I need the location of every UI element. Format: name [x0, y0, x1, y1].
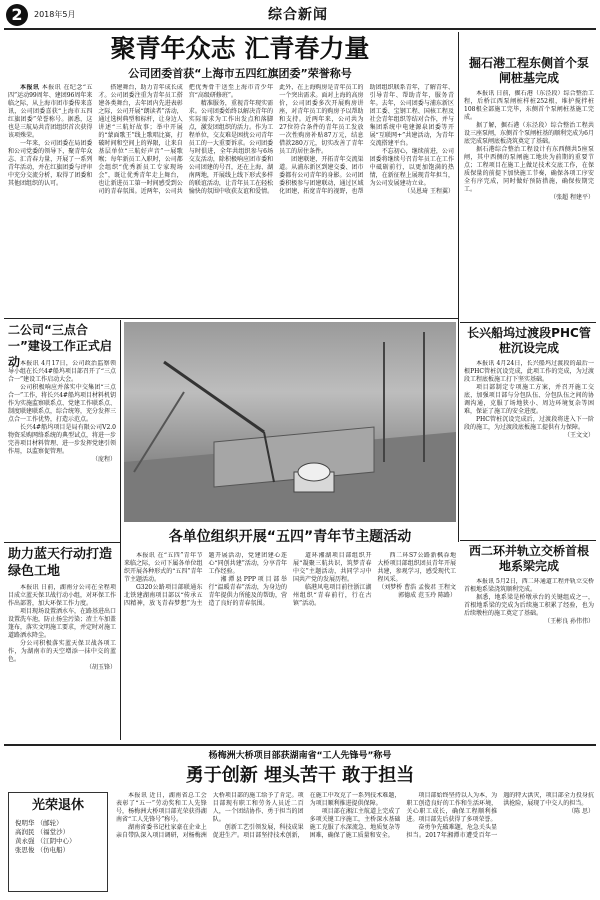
retiree-4 [15, 846, 101, 855]
left2-signature: （庞程） [91, 456, 116, 463]
retiree-name: 高润民 [15, 828, 35, 836]
bottom-para-5: 项目部始终坚持以人为本，为职工创造良好的工作和生活环境，关心职工成长，确保工程顺利推进。项目部先后获得了多项荣誉。 [406, 792, 498, 823]
right3-headline: 西二环并轨立交桥首根地系梁完成 [468, 544, 589, 573]
divider [4, 318, 458, 319]
right1-para-1: 本报讯 日前，掘石港（东泾段）综合整治工程，后桥江西泵闸桩样桩252根，堆护搅拌桩108根全部施工完毕，东侧首个泵闸桩基施工完成。 [464, 90, 594, 121]
divider [460, 322, 596, 323]
retiree-dept: （邮轮） [36, 819, 63, 827]
lead-para-6: 不忘初心，继续前进，公司团委将继续号召青年员工在工作中砥砺前行，以更加饱满的热情，在新征程上展现青年担当，为公司发展建功立业。 [369, 148, 454, 187]
middle-para-2: G320公路项目部联通东北铁建湖南项目部以“传承五四精神，放飞青春梦想”为主题开展活动，党建团建心连心“同创共建”活动，分享青年工作经验。 [124, 552, 287, 607]
left2-para-2: 公司积极响应并落实中交集团“三点合一”工作，将长兴4#船坞项目材料机钥作为实施监察联系点、党建工作联系点、制度联建联系点，综合统筹，充分发挥三点合一工作优势，打造示范点。 [8, 384, 116, 423]
retirement-box [8, 792, 108, 892]
middle-body [124, 552, 456, 738]
retiree-1 [15, 819, 101, 828]
lead-para-2: 一年来，公司团委在局团委和公司党委的领导下，聚青年众志、汇青春力量，开展了一系列青年活动，并在红旗团委与评审中充分交流分析，取得了团委和其他团组织的认可。 [8, 140, 93, 187]
middle-para-1: 本报讯 在“五四”青年节来临之际，公司下属各单位组织开展各种形式的“五四”青年节主题活动。 [124, 552, 203, 583]
right3-signature: （王彬良 孙伟伟） [544, 618, 594, 625]
middle-para-4: 道环湘湖项目部组织开展“凝聚三航共识，筑梦青春中交”主题活动，共同学习中国共产党的发展历程。 [293, 552, 372, 583]
bottom-para-4: 项目部在湘江主航道上完成了多项关键工序施工，主桥深水基础施工克服了水深流急、地质复杂等困难，确保了施工质量和安全。 [309, 808, 401, 839]
left2-para-1: 本报讯 4月17日，公司政治监察领导小组在长兴4#船坞项目部召开了“三点合一”建设工作启动大会。 [8, 360, 116, 383]
divider [460, 540, 596, 541]
retiree-dept: （江阴中心） [36, 837, 76, 845]
left2-headline: 二公司“三点合一”建设工作正式启动 [8, 323, 112, 369]
bottom-signature: （陈 思） [568, 808, 594, 815]
retirement-list [9, 815, 107, 859]
bottom-body [116, 792, 594, 896]
right1-para-3: 据石港综合整治工程设计有东西侧共5座泵闸，其中西侧的泵闸施工地块为前期的重要节点；工程项目在施工上做足技术交底工作，在保质保量的前提下加快施工节奏，确保各项工序安全有序完成，同时做好预防措施，确保按期完工。 [464, 146, 594, 193]
lead-para-5: 团建联建，开拓青年交流渠道。从浦东新区到建交委、团市委都有公司青年的身影。公司团委积极参与团建联动，通过区域化团建，拓宽青年的视野，也帮助团组织联系青年，了解青年、引导青年、帮助青年，服务青年。去年，公司团委与浦东新区团工委、宝钢工程、国核工程及社会青年组织等结对合作，并与集团系统中电建源泉团委等开展“互联网+”共建活动，为青年交流搭建平台。 [279, 84, 454, 195]
left3-para-1: 本报讯 日前，湖南分公司在全程项目成立蓝天保卫战行动小组，对环保工作作出部署，加大环保工作力度。 [8, 584, 116, 607]
left3-para-2: 项目现场设置洒水车，在路基进出口设置洗车池，防止扬尘污染；渣土车加盖篷布，落实文明施工要求，并定时对施工道路洒水降尘。 [8, 608, 116, 639]
bottom-para-3: 创新工艺引领发展，科技成果促进生产。项目部坚持技术创新，在施工中攻克了一系列技术难题，为项目顺利推进提供保障。 [212, 792, 401, 839]
right2-signature: （王文文） [563, 432, 594, 439]
construction-photo [124, 322, 456, 522]
page-number-badge: 2 [6, 4, 28, 26]
left3-headline: 助力蓝天行动打造绿色工地 [8, 547, 113, 579]
left3-para-3: 分公司积极落实蓝天保卫战各项工作，为湖南市的天空增添一抹中交的蓝色。 [8, 640, 116, 663]
retiree-2 [15, 828, 101, 837]
section-title: 综合新闻 [268, 7, 328, 23]
retiree-3 [15, 837, 101, 846]
right2-headline: 长兴船坞过渡段PHC管桩沉设完成 [467, 326, 591, 355]
right1-headline: 掘石港工程东侧首个泵闸桩基完成 [468, 56, 589, 85]
retirement-title: 光荣退休 [31, 798, 84, 813]
bottom-kicker: 杨梅洲大桥项目部获湖南省“工人先锋号”称号 [208, 751, 392, 761]
retiree-dept: （仿电船） [36, 846, 70, 854]
right2-para-3: PHC管桩沉设完成后，过渡段将进入下一阶段的施工，为过渡段底板施工提供有力保障。 [464, 416, 594, 431]
middle-headline: 各单位组织开展“五四”青年节主题活动 [168, 529, 412, 545]
bottom-para-2: 湖南省委书记杜家豪在企业上亲自带队深入项目调研，对杨梅洲大桥项目部的施工给予了肯定。项目部现有职工和劳务人员近二百人，一个团结协作、勇于担当的团队。 [116, 792, 304, 839]
divider [120, 320, 121, 740]
retiree-dept: （福堂沙） [36, 828, 70, 836]
middle-para-6: 西二环S7公路新枫吞地大桥项目部组织团员青年开展共建，参观学习，感受现代工程风采。 [377, 552, 456, 583]
left3-body [8, 584, 116, 740]
lead-article-body: 本报讯 本报讯 在纪念“五四”运动99周年、建团96周年来临之际，从上海市团市委传来喜讯，公司团委喜获“上海市五四红旗团委”荣誉称号。据悉，这也是三航局共青团组织首次获得该项殊荣。 一年来，公司团委在局团委和公司党委的领导下，聚青年众志、汇青春力量，开展了一系列青年活动，并在红旗团委与评审中充分交流分析，取得了团委和其他团组织的认可。 搭建舞台，助力青年成长成才。公司团委注重为青年员工搭建各类舞台，去年团内先进表彰之际，公司开展“朗读者”活动，通过选树典型和标杆，让身边人讲述“三航好故事；举中开展的“蒙面歌王”线上歌唱比赛，打破时间和空间上的界限，让来自基层单位“三航好声音”一展歌喉；每年新员工入职时，公司都会组织“优秀新员工专家现场会”，既让优秀青年走上舞台，也让新进员工第一时间感受到公司的青春氛围。近两年，公司共把优秀骨干送至上海市青少年宫“高级研修班”。 精准服务，重视青年现实需求。公司团委始终以解决青年的实际需求为工作出发点和落脚点，激发团组织的活力。作为工程单位，交友难是困扰公司青年员工的一大重要诉求。公司团委与时俱进，全年共组织参与6场交友活动，除积极响应团市委和公司团建的号召，还在上海、湖南两地，开展线上线下形式多样的联谊活动，让青年员工在轻松愉快的氛围中收获友谊和爱情。此外，在上海购房是青年员工的一个突出需求。面对上海的高房价，公司团委多次开展购房讲座，对青年员工的购房予以帮助和支持。近两年来，公司共为27位符合条件的青年员工发放一次性购房补贴87万元，结息借款280万元，切实改善了青年员工的居住条件。 团建联建，开拓青年交流渠道。从浦东新区到建交委、团市委都有公司青年的身影。公司团委积极参与团建联动，通过区域化团建，拓宽青年的视野，也帮助团组织联系青年，了解青年、引导青年、帮助青年，服务青年。去年，公司团委与浦东新区团工委、宝钢工程、国核工程及社会青年组织等结对合作，并与集团系统中电建源泉团委等开展“互联网+”共建活动，为青年交流搭建平台。 不忘初心，继续前进，公司团委将继续号召青年员工在工作中砥砺前行，以更加饱满的热情，在新征程上展现青年担当，为公司发展建功立业。 （吴恩琦 王程翼） [8, 84, 454, 195]
right1-signature: （张超 程建平） [550, 194, 594, 201]
divider [4, 542, 120, 543]
photo-illustration [124, 322, 456, 522]
lead-subhead: 公司团委首获“上海市五四红旗团委”荣誉称号 [128, 67, 352, 80]
bottom-para-6: 奋勇争先破难题，危急关头显担当。2017年湘潭市遭受百年一遇的特大洪灾，项目部全力投身抗洪抢险，展现了中交人的担当。 [406, 792, 594, 839]
lead-para-3: 搭建舞台，助力青年成长成才。公司团委注重为青年员工搭建各类舞台，去年团内先进表彰之际，公司开展“朗读者”活动，通过选树典型和标杆，让身边人讲述“三航好故事；举中开展的“蒙面歌王”线上歌唱比赛，打破时间和空间上的界限，让来自基层单位“三航好声音”一展歌喉；每年新员工入职时，公司都会组织“优秀新员工专家现场会”，既让优秀青年走上舞台，也让新进员工第一时间感受到公司的青春氛围。近两年，公司共把优秀骨干送至上海市青少年宫“高级研修班”。 [98, 84, 274, 195]
retiree-name: 黄永强 [15, 837, 35, 845]
right2-para-1: 本报讯 4月24日，长兴船坞过渡段的最后一根PHC管桩沉设完成，此项工作的完成，为过渡段工程底板施工打下坚实基础。 [464, 360, 594, 383]
bottom-headline: 勇于创新 埋头苦干 敢于担当 [185, 765, 415, 786]
lead-para-4: 精准服务，重视青年现实需求。公司团委始终以解决青年的实际需求为工作出发点和落脚点，激发团组织的活力。作为工程单位，交友难是困扰公司青年员工的一大重要诉求。公司团委与时俱进，全年共组织参与6场交友活动，除积极响应团市委和公司团建的号召，还在上海、湖南两地，开展线上线下形式多样的联谊活动，让青年员工在轻松愉快的氛围中收获友谊和爱情。此外，在上海购房是青年员工的一个突出需求。面对上海的高房价，公司团委多次开展购房讲座，对青年员工的购房予以帮助和支持。近两年来，公司共为27位符合条件的青年员工发放一次性购房补贴87万元，结息借款280万元，切实改善了青年员工的居住条件。 [188, 84, 364, 195]
lead-headline: 聚青年众志 汇青春力量 [110, 34, 370, 63]
right2-body [464, 360, 594, 528]
middle-signature: （刘梦桥 曹浩 孟俊君 王程文 郭德成 范玉玲 陈路） [378, 584, 456, 599]
right1-para-2: 据了解，掘石港（东泾段）综合整治工程共设三座泵闸，东侧首个泵闸桩基的顺利完成为6月底完成泵闸底板浇筑奠定了基础。 [464, 122, 594, 145]
middle-para-3: 湘潭县PPP项目部举行“温暖青春”活动，为身边的青年提供力所能及的帮助，营造了良好的青春氛围。 [208, 576, 287, 607]
right1-body [464, 90, 594, 320]
retiree-name: 张思俊 [15, 846, 35, 854]
bottom-para-1: 本报讯 近日，湖南省总工会表彰了“五一”劳动奖和工人先锋号，杨梅洲大桥项目部光荣获得湖南省“工人先锋号”称号。 [116, 792, 207, 823]
column-divider-right [458, 32, 459, 542]
left3-signature: （胡玉锋） [85, 664, 116, 671]
issue-date: 2018年5月 [34, 10, 76, 19]
left2-body [8, 360, 116, 540]
right3-body [464, 578, 594, 738]
retiree-name: 倪明华 [15, 819, 35, 827]
middle-para-5: 临港风电项目前往浙江湖州组织“青春前行，行在古镇”活动。 [293, 584, 372, 607]
lead-para-1: 本报讯 在纪念“五四”运动99周年、建团96周年来临之际，从上海市团市委传来喜讯，公司团委喜获“上海市五四红旗团委”荣誉称号。据悉，这也是三航局共青团组织首次获得该项殊荣。 [8, 84, 93, 139]
lead-signature: （吴恩琦 王程翼） [404, 188, 454, 195]
right3-para-1: 本报讯 5月2日，西二环通道工程并轨立交桥首根地系梁浇筑顺利完成。 [464, 578, 594, 593]
divider [4, 744, 596, 746]
header-rule [4, 28, 596, 30]
right2-para-2: 项目部制定专项施工方案，并召开施工交底，加强项目部与分包队伍、分包队伍之间的协调沟通，克服了场地狭小、周边环境复杂等困难，保证了施工的安全进度。 [464, 384, 594, 415]
right3-para-2: 据悉，地系梁是桥墩承台的关键组成之一，首根地系梁的完成为后续施工积累了经验，也为后续墩柱的施工奠定了基础。 [464, 594, 594, 617]
left2-para-3: 长兴4#船坞项目是局有限公司V2.0物资采购网络系统的典型试点，将进一步完善项目材料管理、进一步发挥党建引领作用，以监察促管理。 [8, 424, 116, 455]
